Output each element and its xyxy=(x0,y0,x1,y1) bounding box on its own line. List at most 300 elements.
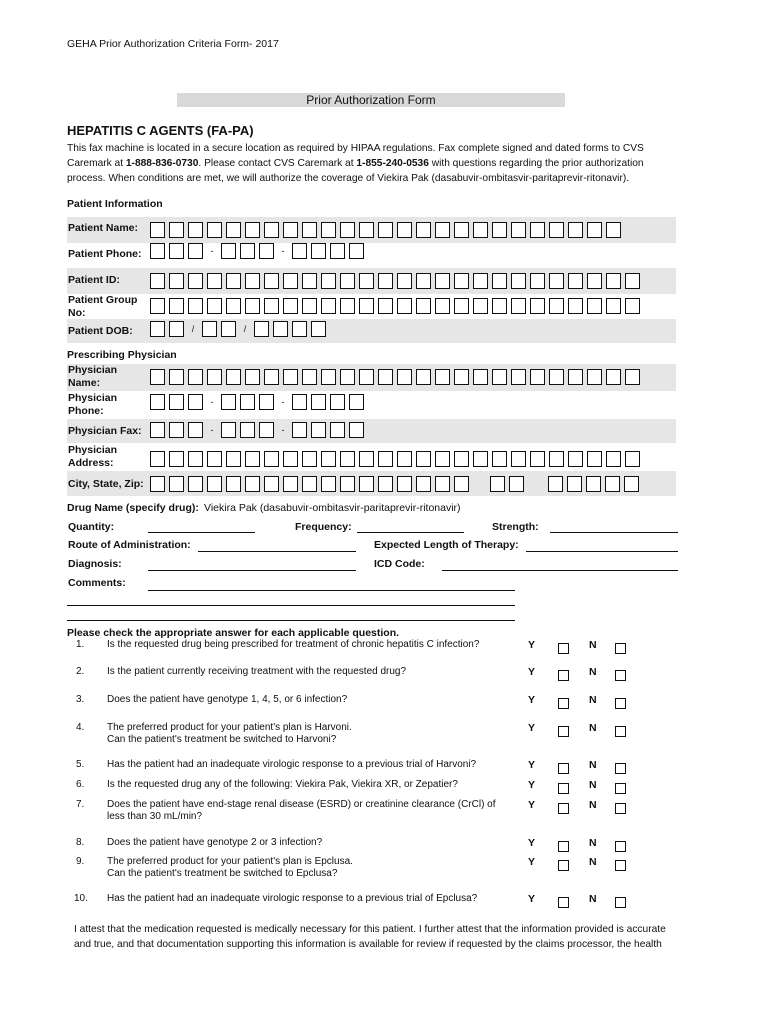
no-checkbox[interactable] xyxy=(615,860,626,871)
yes-checkbox[interactable] xyxy=(558,643,569,654)
entry-box[interactable] xyxy=(207,369,222,385)
entry-box[interactable] xyxy=(245,222,260,238)
physician-name-field[interactable] xyxy=(150,369,644,385)
intro-paragraph xyxy=(67,141,657,186)
frequency-label: Frequency: xyxy=(295,521,352,533)
entry-box[interactable] xyxy=(292,394,307,410)
no-checkbox[interactable] xyxy=(615,726,626,737)
no-checkbox[interactable] xyxy=(615,783,626,794)
entry-box[interactable] xyxy=(492,369,507,385)
entry-box[interactable] xyxy=(169,321,184,337)
entry-box[interactable] xyxy=(511,298,526,314)
question-number: 4. xyxy=(76,722,85,733)
entry-box[interactable] xyxy=(359,222,374,238)
expected-length-input-line[interactable] xyxy=(526,551,678,552)
entry-box[interactable] xyxy=(245,369,260,385)
entry-box[interactable] xyxy=(330,394,345,410)
drug-name-value[interactable]: Viekira Pak (dasabuvir-ombitasvir-paritaprevir-ritonavir) xyxy=(204,502,461,514)
entry-box[interactable] xyxy=(397,273,412,289)
entry-box[interactable] xyxy=(435,273,450,289)
entry-box[interactable] xyxy=(207,222,222,238)
entry-box[interactable] xyxy=(605,476,620,492)
entry-box[interactable] xyxy=(435,298,450,314)
entry-box[interactable] xyxy=(359,369,374,385)
route-input-line[interactable] xyxy=(198,551,356,552)
entry-box[interactable] xyxy=(188,298,203,314)
comments-line-3[interactable] xyxy=(67,620,515,621)
yes-label: Y xyxy=(528,799,536,811)
entry-box[interactable] xyxy=(150,243,165,259)
entry-box[interactable] xyxy=(240,422,255,438)
entry-box[interactable] xyxy=(568,451,583,467)
entry-box[interactable] xyxy=(416,451,431,467)
entry-box[interactable] xyxy=(311,243,326,259)
entry-box[interactable] xyxy=(245,476,260,492)
question-number: 10. xyxy=(74,893,88,904)
no-checkbox[interactable] xyxy=(615,698,626,709)
question-number: 7. xyxy=(76,799,85,810)
entry-box[interactable] xyxy=(473,273,488,289)
entry-box[interactable] xyxy=(397,369,412,385)
entry-box[interactable] xyxy=(283,476,298,492)
physician-fax-label: Physician Fax: xyxy=(68,425,142,437)
entry-box[interactable] xyxy=(587,273,602,289)
entry-box[interactable] xyxy=(169,298,184,314)
entry-box[interactable] xyxy=(492,298,507,314)
entry-box[interactable] xyxy=(226,476,241,492)
quantity-input-line[interactable] xyxy=(148,532,255,533)
entry-box[interactable] xyxy=(473,222,488,238)
no-label: N xyxy=(589,893,597,905)
separator: / xyxy=(191,324,195,334)
question-line-1: Does the patient have genotype 2 or 3 infection? xyxy=(107,837,323,848)
entry-box[interactable] xyxy=(349,394,364,410)
entry-box[interactable] xyxy=(625,273,640,289)
no-label: N xyxy=(589,856,597,868)
entry-box[interactable] xyxy=(150,476,165,492)
entry-box[interactable] xyxy=(188,451,203,467)
question-number: 9. xyxy=(76,856,85,867)
physician-name-label: Physician Name: xyxy=(68,364,118,389)
no-checkbox[interactable] xyxy=(615,763,626,774)
patient-id-label: Patient ID: xyxy=(68,274,120,286)
entry-box[interactable] xyxy=(264,476,279,492)
patient-name-field[interactable] xyxy=(150,222,625,238)
entry-box[interactable] xyxy=(330,422,345,438)
attestation-text: I attest that the medication requested is medically necessary for this patient. I further attest that the information provided is accurate and true, and that documentation supporting this information is available for review if requested by the claims processor, the health xyxy=(74,924,666,950)
question-number: 3. xyxy=(76,694,85,705)
separator: - xyxy=(281,425,285,435)
entry-box[interactable] xyxy=(150,273,165,289)
entry-box[interactable] xyxy=(169,422,184,438)
city-state-zip-label: City, State, Zip: xyxy=(68,478,144,490)
entry-box[interactable] xyxy=(625,369,640,385)
yes-label: Y xyxy=(528,639,536,651)
entry-box[interactable] xyxy=(188,422,203,438)
icd-code-label: ICD Code: xyxy=(374,558,425,570)
entry-box[interactable] xyxy=(416,222,431,238)
entry-box[interactable] xyxy=(416,273,431,289)
entry-box[interactable] xyxy=(321,298,336,314)
entry-box[interactable] xyxy=(340,298,355,314)
entry-box[interactable] xyxy=(150,369,165,385)
entry-box[interactable] xyxy=(302,476,317,492)
patient-phone-field[interactable] xyxy=(150,243,368,259)
entry-box[interactable] xyxy=(586,476,601,492)
yes-checkbox[interactable] xyxy=(558,897,569,908)
entry-box[interactable] xyxy=(226,298,241,314)
entry-box[interactable] xyxy=(188,243,203,259)
question-line-1: Is the requested drug being prescribed for treatment of chronic hepatitis C infection? xyxy=(107,639,480,650)
question-line-1: The preferred product for your patient's plan is Harvoni. xyxy=(107,722,352,733)
question-number: 5. xyxy=(76,759,85,770)
entry-box[interactable] xyxy=(435,451,450,467)
page-title: HEPATITIS C AGENTS (FA-PA) xyxy=(67,123,254,138)
entry-box[interactable] xyxy=(473,451,488,467)
strength-label: Strength: xyxy=(492,521,539,533)
entry-box[interactable] xyxy=(169,394,184,410)
entry-box[interactable] xyxy=(511,369,526,385)
entry-box[interactable] xyxy=(511,222,526,238)
yes-checkbox[interactable] xyxy=(558,841,569,852)
patient-section-heading: Patient Information xyxy=(67,198,163,210)
entry-box[interactable] xyxy=(454,369,469,385)
entry-box[interactable] xyxy=(587,451,602,467)
yes-label: Y xyxy=(528,893,536,905)
entry-box[interactable] xyxy=(378,451,393,467)
entry-box[interactable] xyxy=(188,222,203,238)
yes-label: Y xyxy=(528,779,536,791)
entry-box[interactable] xyxy=(202,321,217,337)
patient-group-label: Patient Group No: xyxy=(68,294,138,319)
entry-box[interactable] xyxy=(302,222,317,238)
entry-box[interactable] xyxy=(207,298,222,314)
entry-box[interactable] xyxy=(435,369,450,385)
entry-box[interactable] xyxy=(587,222,602,238)
entry-box[interactable] xyxy=(606,273,621,289)
separator: - xyxy=(281,397,285,407)
entry-box[interactable] xyxy=(492,273,507,289)
entry-box[interactable] xyxy=(492,451,507,467)
patient-dob-field[interactable] xyxy=(150,321,330,337)
entry-box[interactable] xyxy=(169,369,184,385)
entry-box[interactable] xyxy=(292,243,307,259)
fax-number: 1-888-836-0730 xyxy=(125,158,199,169)
phone-number: 1-855-240-0536 xyxy=(356,158,429,169)
entry-box[interactable] xyxy=(245,298,260,314)
no-label: N xyxy=(589,639,597,651)
yes-label: Y xyxy=(528,856,536,868)
question-text xyxy=(107,837,517,849)
entry-box[interactable] xyxy=(311,422,326,438)
entry-box[interactable] xyxy=(264,298,279,314)
entry-box[interactable] xyxy=(454,222,469,238)
entry-box[interactable] xyxy=(169,451,184,467)
entry-box[interactable] xyxy=(378,222,393,238)
entry-box[interactable] xyxy=(150,321,165,337)
entry-box[interactable] xyxy=(473,298,488,314)
frequency-input-line[interactable] xyxy=(357,532,464,533)
entry-box[interactable] xyxy=(378,273,393,289)
entry-box[interactable] xyxy=(321,476,336,492)
entry-box[interactable] xyxy=(359,273,374,289)
entry-box[interactable] xyxy=(254,321,269,337)
entry-box[interactable] xyxy=(330,243,345,259)
separator: - xyxy=(210,425,214,435)
entry-box[interactable] xyxy=(340,369,355,385)
city-field[interactable] xyxy=(150,476,473,492)
entry-box[interactable] xyxy=(606,222,621,238)
no-checkbox[interactable] xyxy=(615,841,626,852)
entry-box[interactable] xyxy=(207,451,222,467)
entry-box[interactable] xyxy=(264,369,279,385)
question-text xyxy=(107,799,517,823)
entry-box[interactable] xyxy=(259,243,274,259)
entry-box[interactable] xyxy=(490,476,505,492)
physician-address-field[interactable] xyxy=(150,451,644,467)
entry-box[interactable] xyxy=(169,476,184,492)
comments-line-1[interactable] xyxy=(148,590,515,591)
entry-box[interactable] xyxy=(359,298,374,314)
expected-length-label: Expected Length of Therapy: xyxy=(374,539,519,551)
yes-checkbox[interactable] xyxy=(558,726,569,737)
entry-box[interactable] xyxy=(283,273,298,289)
entry-box[interactable] xyxy=(511,273,526,289)
entry-box[interactable] xyxy=(568,369,583,385)
entry-box[interactable] xyxy=(169,222,184,238)
strength-input-line[interactable] xyxy=(550,532,678,533)
entry-box[interactable] xyxy=(568,273,583,289)
comments-label: Comments: xyxy=(68,577,126,589)
separator: - xyxy=(281,246,285,256)
entry-box[interactable] xyxy=(549,369,564,385)
entry-box[interactable] xyxy=(188,394,203,410)
yes-label: Y xyxy=(528,694,536,706)
entry-box[interactable] xyxy=(397,222,412,238)
yes-label: Y xyxy=(528,666,536,678)
questions-intro: Please check the appropriate answer for each applicable question. xyxy=(67,627,400,639)
entry-box[interactable] xyxy=(150,298,165,314)
entry-box[interactable] xyxy=(321,369,336,385)
entry-box[interactable] xyxy=(240,243,255,259)
entry-box[interactable] xyxy=(530,451,545,467)
yes-checkbox[interactable] xyxy=(558,803,569,814)
entry-box[interactable] xyxy=(568,222,583,238)
entry-box[interactable] xyxy=(245,451,260,467)
question-number: 6. xyxy=(76,779,85,790)
entry-box[interactable] xyxy=(606,298,621,314)
entry-box[interactable] xyxy=(549,273,564,289)
yes-label: Y xyxy=(528,759,536,771)
zip-field[interactable] xyxy=(548,476,643,492)
entry-box[interactable] xyxy=(359,451,374,467)
entry-box[interactable] xyxy=(264,273,279,289)
entry-box[interactable] xyxy=(340,476,355,492)
entry-box[interactable] xyxy=(221,394,236,410)
entry-box[interactable] xyxy=(188,476,203,492)
entry-box[interactable] xyxy=(283,298,298,314)
entry-box[interactable] xyxy=(340,222,355,238)
entry-box[interactable] xyxy=(587,369,602,385)
yes-checkbox[interactable] xyxy=(558,763,569,774)
patient-id-field[interactable] xyxy=(150,273,644,289)
entry-box[interactable] xyxy=(321,273,336,289)
entry-box[interactable] xyxy=(283,369,298,385)
entry-box[interactable] xyxy=(509,476,524,492)
no-label: N xyxy=(589,799,597,811)
question-text xyxy=(107,893,517,905)
entry-box[interactable] xyxy=(169,243,184,259)
entry-box[interactable] xyxy=(397,476,412,492)
question-line-1: Is the requested drug any of the following: Viekira Pak, Viekira XR, or Zepatier? xyxy=(107,779,458,790)
diagnosis-input-line[interactable] xyxy=(148,570,356,571)
entry-box[interactable] xyxy=(416,476,431,492)
yes-checkbox[interactable] xyxy=(558,860,569,871)
no-checkbox[interactable] xyxy=(615,803,626,814)
entry-box[interactable] xyxy=(397,451,412,467)
entry-box[interactable] xyxy=(530,273,545,289)
entry-box[interactable] xyxy=(624,476,639,492)
entry-box[interactable] xyxy=(188,369,203,385)
entry-box[interactable] xyxy=(568,298,583,314)
entry-box[interactable] xyxy=(340,273,355,289)
entry-box[interactable] xyxy=(416,369,431,385)
entry-box[interactable] xyxy=(606,451,621,467)
entry-box[interactable] xyxy=(245,273,260,289)
entry-box[interactable] xyxy=(188,273,203,289)
entry-box[interactable] xyxy=(340,451,355,467)
question-line-2: less than 30 mL/min? xyxy=(107,811,203,822)
entry-box[interactable] xyxy=(311,321,326,337)
entry-box[interactable] xyxy=(625,451,640,467)
entry-box[interactable] xyxy=(549,222,564,238)
entry-box[interactable] xyxy=(311,394,326,410)
no-checkbox[interactable] xyxy=(615,670,626,681)
entry-box[interactable] xyxy=(150,222,165,238)
entry-box[interactable] xyxy=(264,222,279,238)
entry-box[interactable] xyxy=(625,298,640,314)
entry-box[interactable] xyxy=(435,476,450,492)
entry-box[interactable] xyxy=(264,451,279,467)
entry-box[interactable] xyxy=(530,222,545,238)
entry-box[interactable] xyxy=(283,222,298,238)
entry-box[interactable] xyxy=(221,243,236,259)
entry-box[interactable] xyxy=(587,298,602,314)
state-field[interactable] xyxy=(490,476,528,492)
entry-box[interactable] xyxy=(454,476,469,492)
entry-box[interactable] xyxy=(259,422,274,438)
question-text xyxy=(107,639,517,651)
entry-box[interactable] xyxy=(530,369,545,385)
no-checkbox[interactable] xyxy=(615,897,626,908)
entry-box[interactable] xyxy=(549,451,564,467)
yes-checkbox[interactable] xyxy=(558,783,569,794)
entry-box[interactable] xyxy=(226,222,241,238)
question-text xyxy=(107,856,517,880)
entry-box[interactable] xyxy=(378,476,393,492)
entry-box[interactable] xyxy=(530,298,545,314)
entry-box[interactable] xyxy=(259,394,274,410)
entry-box[interactable] xyxy=(378,369,393,385)
entry-box[interactable] xyxy=(302,451,317,467)
entry-box[interactable] xyxy=(207,273,222,289)
patient-group-field[interactable] xyxy=(150,298,644,314)
yes-label: Y xyxy=(528,722,536,734)
entry-box[interactable] xyxy=(548,476,563,492)
no-checkbox[interactable] xyxy=(615,643,626,654)
entry-box[interactable] xyxy=(473,369,488,385)
entry-box[interactable] xyxy=(397,298,412,314)
question-line-1: Does the patient have end-stage renal disease (ESRD) or creatinine clearance (CrCl) of xyxy=(107,799,496,810)
entry-box[interactable] xyxy=(378,298,393,314)
entry-box[interactable] xyxy=(221,422,236,438)
entry-box[interactable] xyxy=(302,369,317,385)
icd-code-input-line[interactable] xyxy=(442,570,678,571)
entry-box[interactable] xyxy=(273,321,288,337)
question-line-1: Is the patient currently receiving treatment with the requested drug? xyxy=(107,666,407,677)
entry-box[interactable] xyxy=(150,422,165,438)
entry-box[interactable] xyxy=(283,451,298,467)
question-number: 8. xyxy=(76,837,85,848)
entry-box[interactable] xyxy=(349,422,364,438)
entry-box[interactable] xyxy=(169,273,184,289)
entry-box[interactable] xyxy=(359,476,374,492)
entry-box[interactable] xyxy=(226,369,241,385)
no-label: N xyxy=(589,666,597,678)
entry-box[interactable] xyxy=(321,222,336,238)
question-text xyxy=(107,694,517,706)
entry-box[interactable] xyxy=(321,451,336,467)
entry-box[interactable] xyxy=(454,273,469,289)
entry-box[interactable] xyxy=(226,273,241,289)
entry-box[interactable] xyxy=(207,476,222,492)
entry-box[interactable] xyxy=(549,298,564,314)
entry-box[interactable] xyxy=(292,422,307,438)
physician-phone-label: Physician Phone: xyxy=(68,392,118,417)
entry-box[interactable] xyxy=(226,451,241,467)
question-line-2: Can the patient's treatment be switched to Harvoni? xyxy=(107,734,337,745)
entry-box[interactable] xyxy=(292,321,307,337)
entry-box[interactable] xyxy=(454,298,469,314)
entry-box[interactable] xyxy=(221,321,236,337)
entry-box[interactable] xyxy=(492,222,507,238)
entry-box[interactable] xyxy=(240,394,255,410)
question-line-1: The preferred product for your patient's plan is Epclusa. xyxy=(107,856,353,867)
yes-checkbox[interactable] xyxy=(558,670,569,681)
entry-box[interactable] xyxy=(150,394,165,410)
yes-checkbox[interactable] xyxy=(558,698,569,709)
entry-box[interactable] xyxy=(302,273,317,289)
form-header: GEHA Prior Authorization Criteria Form- 2017 xyxy=(67,38,279,50)
entry-box[interactable] xyxy=(606,369,621,385)
entry-box[interactable] xyxy=(454,451,469,467)
patient-name-label: Patient Name: xyxy=(68,222,139,234)
no-label: N xyxy=(589,694,597,706)
intro-text-2: . Please contact CVS Caremark at xyxy=(198,158,357,169)
entry-box[interactable] xyxy=(435,222,450,238)
entry-box[interactable] xyxy=(567,476,582,492)
comments-line-2[interactable] xyxy=(67,605,515,606)
entry-box[interactable] xyxy=(511,451,526,467)
entry-box[interactable] xyxy=(302,298,317,314)
physician-fax-field[interactable] xyxy=(150,422,368,438)
question-text xyxy=(107,759,517,771)
entry-box[interactable] xyxy=(416,298,431,314)
entry-box[interactable] xyxy=(349,243,364,259)
physician-phone-field[interactable] xyxy=(150,394,368,410)
entry-box[interactable] xyxy=(150,451,165,467)
question-text xyxy=(107,666,517,678)
